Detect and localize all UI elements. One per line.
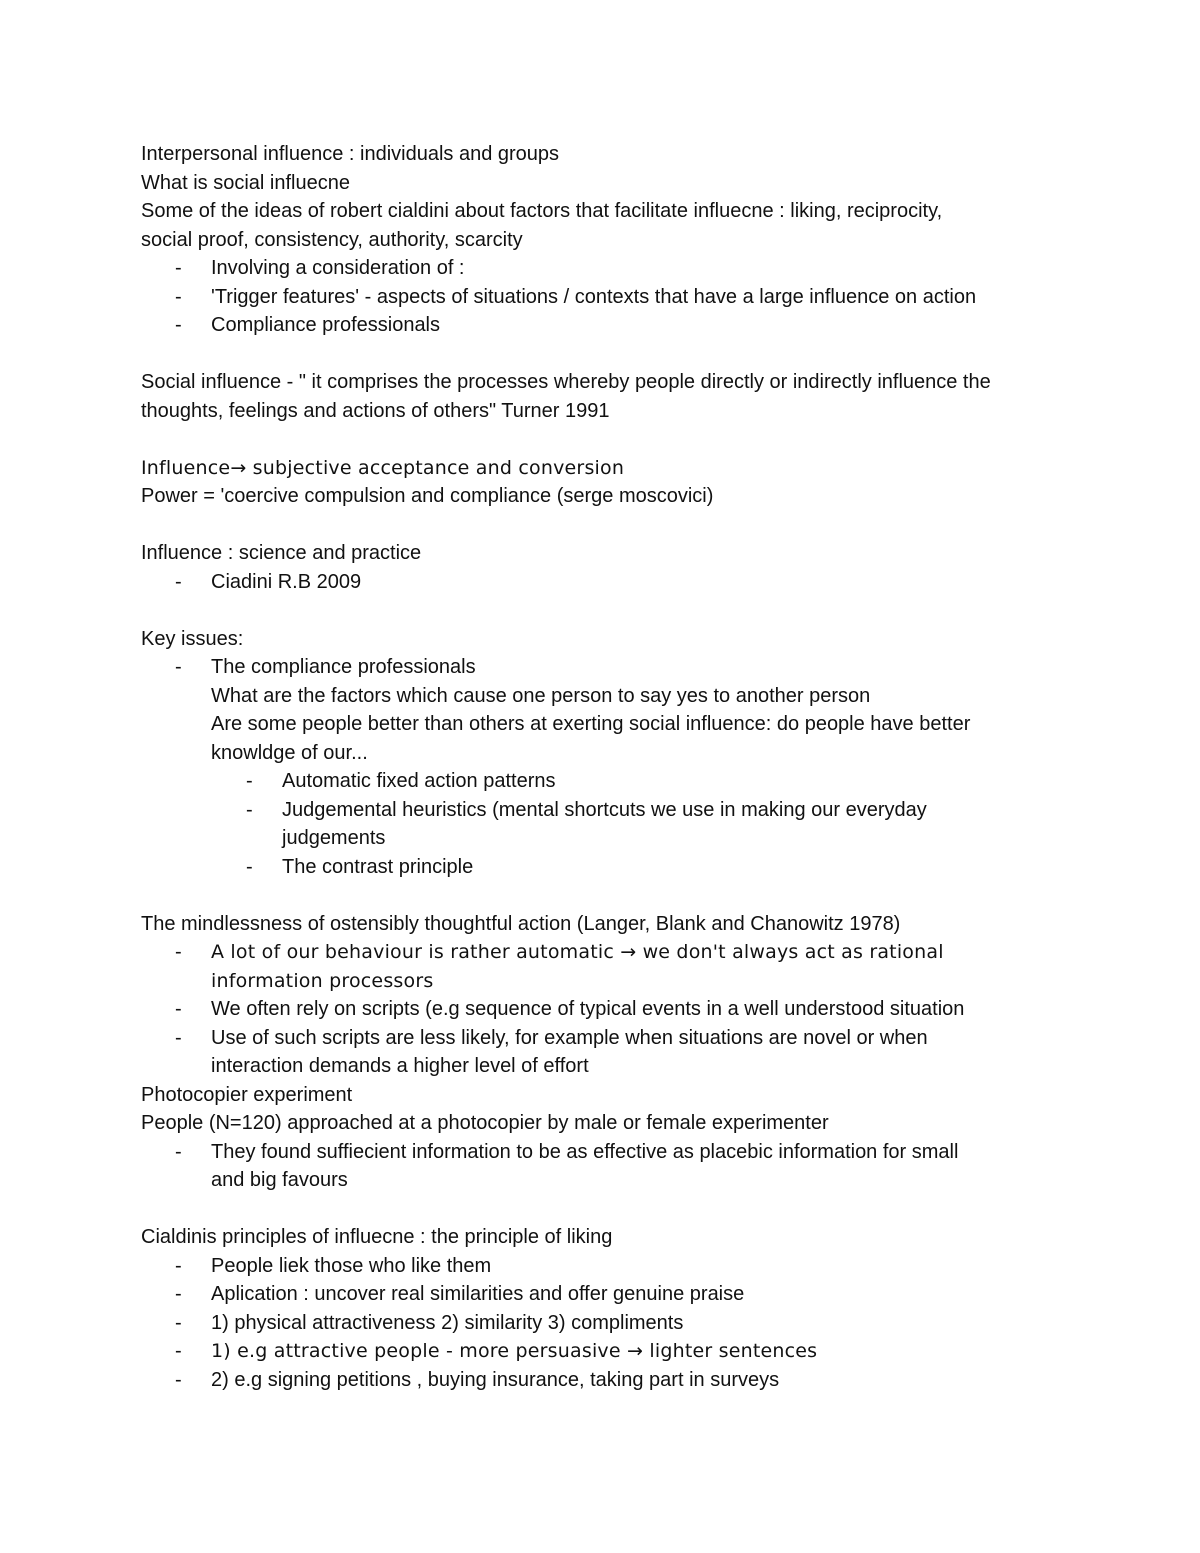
bullet-dash: - (175, 1140, 182, 1163)
list-item: - 1) e.g attractive people - more persuasive → lighter sentences (141, 1337, 1071, 1366)
section-heading: Cialdinis principles of influecne : the principle of liking (141, 1226, 613, 1248)
bullet-dash: - (246, 855, 253, 878)
list-item: - We often rely on scripts (e.g sequence of typical events in a well understood situation (141, 995, 1071, 1024)
section-heading: Key issues: (141, 627, 244, 650)
bullet-dash: - (175, 1340, 182, 1362)
list-item-continuation: interaction demands a higher level of effort (211, 1055, 589, 1077)
list-item: - 2) e.g signing petitions , buying insurance, taking part in surveys (141, 1366, 1071, 1395)
list-item-continuation: information processors (211, 969, 434, 992)
list-item-continuation: knowldge of our... (211, 741, 368, 764)
sub-list-item: - Automatic fixed action patterns (141, 767, 1071, 796)
bullet-dash: - (175, 257, 182, 279)
section-heading: Photocopier experiment (141, 1083, 353, 1106)
blank-line (141, 511, 1071, 540)
list-item: - Use of such scripts are less likely, for example when situations are novel or when (141, 1024, 1071, 1053)
bullet-dash: - (175, 1283, 182, 1305)
text-line: Social influence - " it comprises the processes whereby people directly or indirectly influence the (141, 371, 991, 393)
bullet-dash: - (246, 770, 253, 792)
section-heading: Influence : science and practice (141, 542, 422, 564)
document-title: Interpersonal influence : individuals and groups (141, 143, 560, 165)
list-item: - Compliance professionals (141, 311, 1071, 340)
text-line: social proof, consistency, authority, scarcity (141, 228, 523, 251)
sub-list-item: - The contrast principle (141, 853, 1071, 882)
list-item: - People liek those who like them (141, 1252, 1071, 1281)
bullet-dash: - (175, 941, 182, 963)
sub-list-item: - Judgemental heuristics (mental shortcuts we use in making our everyday (141, 796, 1071, 825)
list-item: - Involving a consideration of : (141, 254, 1071, 283)
list-item: - A lot of our behaviour is rather automatic → we don't always act as rational (141, 938, 1071, 967)
bullet-dash: - (175, 1254, 182, 1277)
text-line: Power = 'coercive compulsion and compliance (serge moscovici) (141, 485, 714, 507)
text-line: thoughts, feelings and actions of others" Turner 1991 (141, 399, 610, 422)
section-heading: The mindlessness of ostensibly thoughtful action (Langer, Blank and Chanowitz 1978) (141, 912, 901, 935)
bullet-dash: - (175, 285, 182, 308)
bullet-dash: - (175, 314, 182, 336)
list-item: - 1) physical attractiveness 2) similarity 3) compliments (141, 1309, 1071, 1338)
bullet-dash: - (175, 1368, 182, 1391)
bullet-dash: - (175, 656, 182, 678)
blank-line (141, 596, 1071, 625)
bullet-dash: - (175, 570, 182, 593)
list-item-continuation: Are some people better than others at exerting social influence: do people have better (211, 713, 971, 735)
blank-line (141, 340, 1071, 369)
blank-line (141, 881, 1071, 910)
text-line: Influence→ subjective acceptance and conversion (141, 456, 625, 479)
text-line: What is social influecne (141, 171, 350, 194)
list-item: - 'Trigger features' - aspects of situations / contexts that have a large influence on action (141, 283, 1071, 312)
bullet-dash: - (175, 1026, 182, 1049)
list-item: - They found suffiecient information to be as effective as placebic information for small (141, 1138, 1071, 1167)
list-item: - Ciadini R.B 2009 (141, 568, 1071, 597)
document-body (141, 140, 1071, 1394)
text-line: People (N=120) approached at a photocopier by male or female experimenter (141, 1112, 829, 1134)
list-item: - The compliance professionals (141, 653, 1071, 682)
list-item-continuation: and big favours (211, 1169, 348, 1191)
bullet-dash: - (175, 1311, 182, 1334)
list-item: - Aplication : uncover real similarities and offer genuine praise (141, 1280, 1071, 1309)
bullet-dash: - (246, 798, 253, 821)
blank-line (141, 425, 1071, 454)
blank-line (141, 1195, 1071, 1224)
text-line: Some of the ideas of robert cialdini about factors that facilitate influecne : liking, reciprocity, (141, 200, 943, 222)
bullet-dash: - (175, 998, 182, 1020)
sub-list-item-continuation: judgements (282, 827, 386, 849)
list-item-continuation: What are the factors which cause one person to say yes to another person (211, 684, 871, 707)
